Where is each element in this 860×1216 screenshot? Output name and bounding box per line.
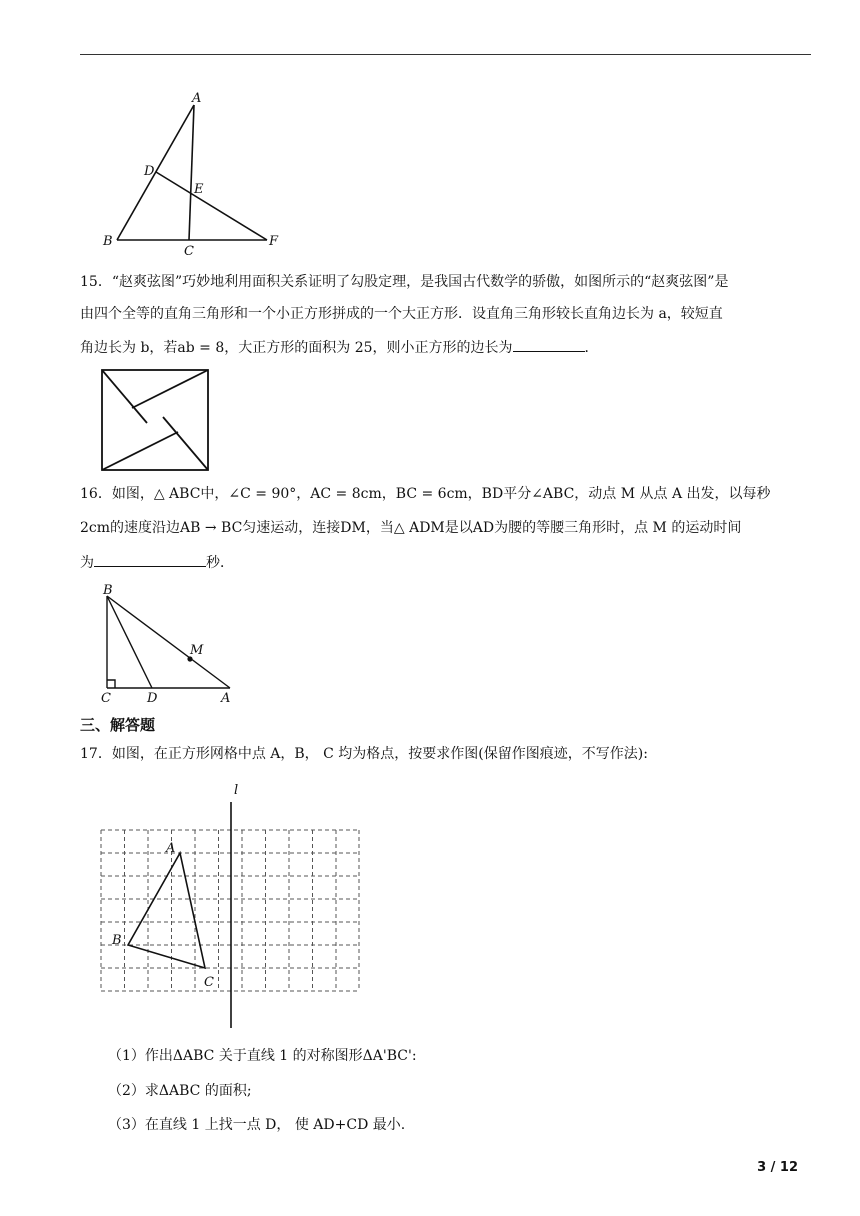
segment-AB: [117, 105, 194, 240]
square-grid: [101, 830, 359, 991]
right-angle-mark: [107, 680, 115, 688]
q15-line-2: 由四个全等的直角三角形和一个小正方形拼成的一个大正方形．设直角三角形较长直角边长为 a，较短直: [80, 306, 723, 322]
segment-BD: [107, 596, 152, 688]
triangle-edge-4: [102, 432, 178, 470]
label-M: M: [190, 643, 204, 658]
q17-sub-1: （1）作出ΔABC 关于直线 1 的对称图形ΔA'BC':: [108, 1048, 417, 1064]
label-C: C: [101, 691, 111, 706]
q15-line-3-text: 角边长为 b，若ab = 8，大正方形的面积为 25，则小正方形的边长为: [80, 340, 513, 356]
triangle-edge-3: [163, 417, 208, 470]
q16-line-3-end: 秒．: [206, 555, 234, 571]
q15-line-1: 15．“赵爽弦图”巧妙地利用面积关系证明了勾股定理，是我国古代数学的骄傲，如图所示的“赵爽弦图”是: [80, 274, 729, 290]
label-A: A: [221, 691, 231, 706]
q15-line-3-end: ．: [584, 340, 599, 356]
label-D: D: [147, 691, 158, 706]
label-B: B: [103, 234, 113, 249]
triangle-edge-2: [132, 370, 208, 408]
q16-line-3-text: 为: [80, 555, 94, 571]
label-B: B: [112, 933, 122, 948]
segment-BA: [107, 596, 230, 688]
q15-answer-blank[interactable]: [513, 336, 585, 352]
triangle-ABC: [128, 853, 205, 968]
big-square: [102, 370, 208, 470]
label-l: l: [234, 783, 239, 798]
label-A: A: [166, 841, 176, 856]
q17-grid-figure: [96, 776, 368, 1032]
label-A: A: [192, 91, 202, 106]
label-F: F: [269, 234, 279, 249]
segment-AC: [189, 105, 194, 240]
segment-DF: [156, 172, 267, 240]
q16-right-triangle-figure: [98, 582, 248, 708]
label-C: C: [184, 244, 194, 259]
q17-sub-2: （2）求ΔABC 的面积;: [108, 1083, 252, 1099]
label-C: C: [204, 975, 214, 990]
section-title: 三、解答题: [80, 716, 156, 734]
q17-sub-3: （3）在直线 1 上找一点 D， 使 AD+CD 最小.: [108, 1117, 406, 1133]
q16-line-3: [80, 551, 234, 573]
q15-line-3: [80, 336, 599, 358]
zhao-shuang-diagram: [100, 368, 210, 472]
label-E: E: [194, 182, 204, 197]
q17-stem: 17．如图，在正方形网格中点 A，B， C 均为格点，按要求作图(保留作图痕迹，不写作法):: [80, 746, 648, 762]
label-D: D: [144, 164, 155, 179]
q16-line-2: 2cm的速度沿边AB → BC匀速运动，连接DM，当△ ADM是以AD为腰的等腰三角形时，点 M 的运动时间: [80, 520, 742, 536]
q16-answer-blank[interactable]: [94, 551, 206, 567]
label-B: B: [103, 583, 113, 598]
header-rule: [80, 54, 811, 55]
q16-line-1: 16．如图，△ ABC中，∠C = 90°，AC = 8cm，BC = 6cm，BD平分∠ABC，动点 M 从点 A 出发，以每秒: [80, 486, 771, 502]
q14-triangle-figure: [100, 88, 290, 260]
page-number: 3 / 12: [757, 1160, 798, 1175]
triangle-edge-1: [102, 370, 147, 423]
